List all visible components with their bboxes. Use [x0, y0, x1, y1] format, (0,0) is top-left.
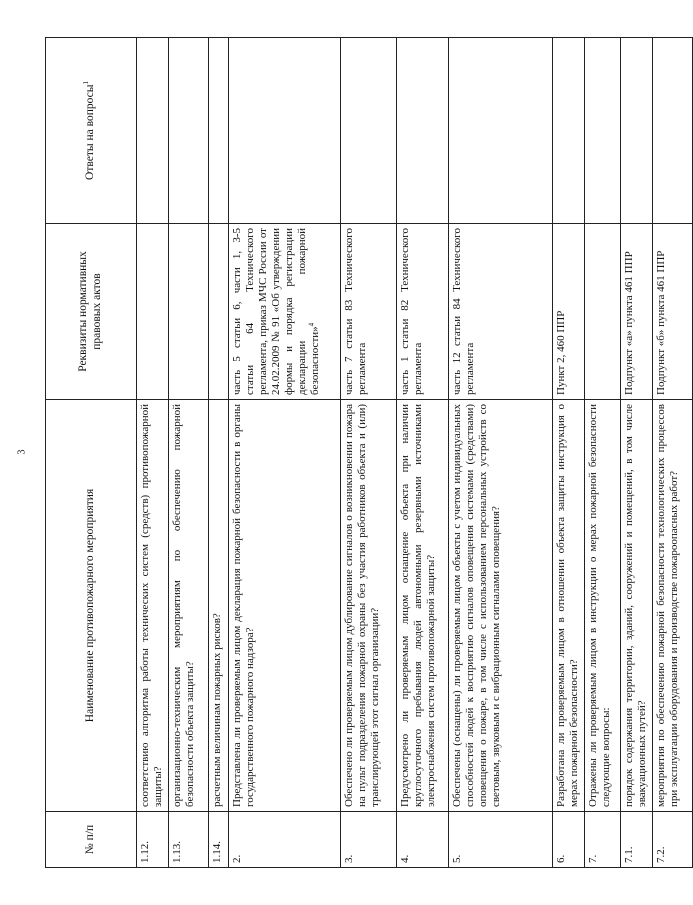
header-answers-footnote: 1 — [82, 80, 91, 85]
table-row — [397, 37, 449, 867]
row-number: 7.2. — [653, 811, 693, 867]
row-answer-cell[interactable] — [229, 37, 341, 223]
table-row — [621, 37, 653, 867]
header-num: № п/п — [46, 811, 137, 867]
row-number: 3. — [341, 811, 397, 867]
row-requisites-text: часть 5 статьи 6, части 1, 3-5 статьи 64 Технического регламента, приказ МЧС России от 24.02.2009 № 91 «Об утверждении формы и порядка регистрации декларации пожарной безопасности» — [231, 227, 321, 395]
table-row — [209, 37, 229, 867]
row-requisites — [449, 223, 553, 399]
table-row — [653, 37, 693, 867]
checklist-sheet — [45, 38, 680, 868]
row-number: 1.12. — [137, 811, 169, 867]
header-answers — [46, 37, 137, 223]
table-row — [229, 37, 341, 867]
row-measure-name: Разработана ли проверяемым лицом в отношении объекта защиты инструкция о мерах пожарной безопасности? — [553, 399, 585, 811]
checklist-table — [45, 37, 693, 868]
row-measure-name: Представлена ли проверяемым лицом декларация пожарной безопасности в органы государственного пожарного надзора? — [229, 399, 341, 811]
row-requisites-text: часть 1 статьи 82 Технического регламента — [399, 227, 424, 395]
row-measure-name: Обеспечены (оснащены) ли проверяемым лицом объекты с учетом индивидуальных способностей людей к восприятию сигналов оповещения системами (средствами) оповещения о пожаре, в том числе с использованием персональных устройств со световым, звуковым и с вибрационным сигналами оповещения? — [449, 399, 553, 811]
row-measure-name: Отражены ли проверяемым лицом в инструкции о мерах пожарной безопасности следующие вопросы: — [585, 399, 621, 811]
row-requisites — [653, 223, 693, 399]
row-number: 6. — [553, 811, 585, 867]
row-answer-cell[interactable] — [553, 37, 585, 223]
row-requisites — [553, 223, 585, 399]
row-measure-name: мероприятия по обеспечению пожарной безопасности технологических процессов при эксплуатации оборудования и производстве пожароопасных работ? — [653, 399, 693, 811]
row-requisites-text: Пункт 2, 460 ППР — [555, 310, 567, 395]
row-requisites — [169, 223, 209, 399]
row-answer-cell[interactable] — [397, 37, 449, 223]
row-number: 7. — [585, 811, 621, 867]
row-requisites — [229, 223, 341, 399]
table-row — [341, 37, 397, 867]
row-measure-name: организационно-техническим мероприятиям по обеспечению пожарной безопасности объекта защиты? — [169, 399, 209, 811]
row-requisites-footnote: 4 — [307, 322, 316, 326]
row-answer-cell[interactable] — [585, 37, 621, 223]
header-requisites: Реквизиты нормативных правовых актов — [46, 223, 137, 399]
row-requisites-text: Подпункт «б» пункта 461 ППР — [655, 250, 667, 395]
header-name: Наименование противопожарного мероприятия — [46, 399, 137, 811]
row-answer-cell[interactable] — [449, 37, 553, 223]
row-requisites-text: Подпункт «а» пункта 461 ППР — [623, 250, 635, 395]
table-row — [585, 37, 621, 867]
row-number: 2. — [229, 811, 341, 867]
row-number: 5. — [449, 811, 553, 867]
row-answer-cell[interactable] — [653, 37, 693, 223]
row-answer-cell[interactable] — [209, 37, 229, 223]
table-row — [553, 37, 585, 867]
row-requisites — [621, 223, 653, 399]
row-requisites — [209, 223, 229, 399]
row-answer-cell[interactable] — [169, 37, 209, 223]
row-number: 1.13. — [169, 811, 209, 867]
row-measure-name: соответствию алгоритма работы технических систем (средств) противопожарной защиты? — [137, 399, 169, 811]
row-answer-cell[interactable] — [137, 37, 169, 223]
table-row — [169, 37, 209, 867]
table-row — [137, 37, 169, 867]
table-header-row — [46, 37, 137, 867]
row-measure-name: расчетным величинам пожарных рисков? — [209, 399, 229, 811]
row-requisites — [585, 223, 621, 399]
row-requisites — [137, 223, 169, 399]
row-requisites — [397, 223, 449, 399]
row-number: 4. — [397, 811, 449, 867]
row-measure-name: Обеспечено ли проверяемым лицом дублирование сигналов о возникновении пожара на пульт подразделения пожарной охраны без участия работников объекта и (или) транслирующей этот сигнал организации? — [341, 399, 397, 811]
row-requisites-text: часть 12 статьи 84 Технического регламента — [451, 227, 476, 395]
row-number: 1.14. — [209, 811, 229, 867]
row-requisites-text: часть 7 статьи 83 Технического регламента — [343, 227, 368, 395]
row-answer-cell[interactable] — [621, 37, 653, 223]
row-requisites — [341, 223, 397, 399]
row-measure-name: порядок содержания территории, зданий, сооружений и помещений, в том числе эвакуационных путей? — [621, 399, 653, 811]
table-row — [449, 37, 553, 867]
header-answers-label: Ответы на вопросы — [84, 84, 97, 180]
row-number: 7.1. — [621, 811, 653, 867]
row-answer-cell[interactable] — [341, 37, 397, 223]
row-measure-name: Предусмотрено ли проверяемым лицом оснащение объекта при наличии круглосуточного пребывания людей автономными резервными источниками электроснабжения систем противопожарной защиты? — [397, 399, 449, 811]
page-number: 3 — [16, 449, 28, 455]
